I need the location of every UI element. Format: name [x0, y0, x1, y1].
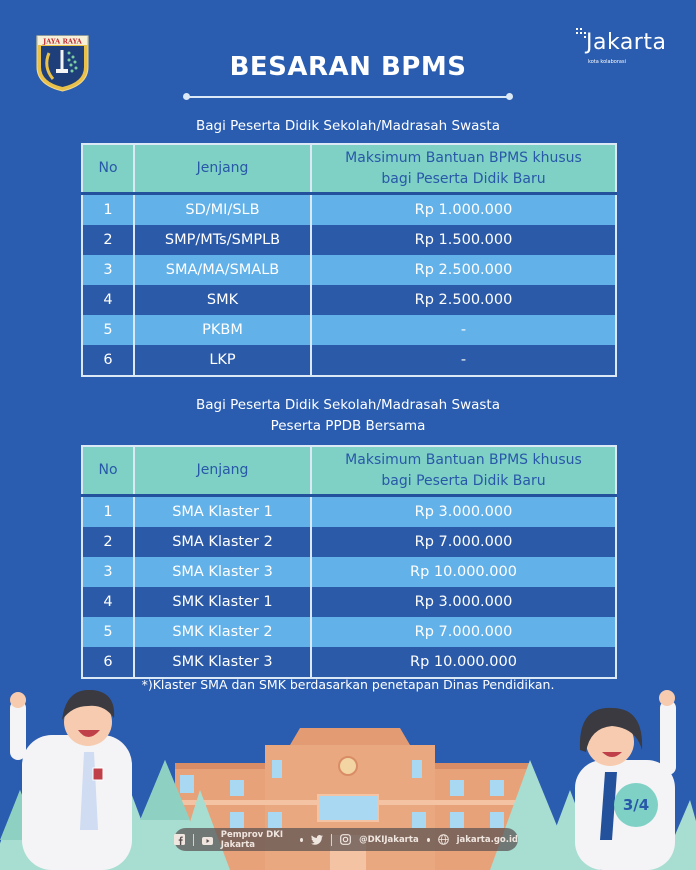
header-no: No [82, 144, 134, 194]
cell-no: 3 [82, 557, 134, 587]
header-jenjang: Jenjang [134, 144, 311, 194]
section2-subtitle: Bagi Peserta Didik Sekolah/Madrasah Swasta Peserta PPDB Bersama [196, 397, 500, 434]
cell-amount: - [311, 315, 616, 345]
cell-amount: Rp 1.500.000 [311, 225, 616, 255]
cell-no: 6 [82, 647, 134, 678]
table-row [82, 225, 616, 255]
cell-jenjang: SMP/MTs/SMPLB [134, 225, 311, 255]
twitter-instagram-handle[interactable]: @DKIJakarta [359, 834, 419, 845]
instagram-icon[interactable] [340, 834, 351, 846]
cell-no: 4 [82, 285, 134, 315]
header-amount: Maksimum Bantuan BPMS khusus bagi Peserta Didik Baru [311, 446, 616, 496]
page-title: BESARAN BPMS [229, 52, 467, 82]
cell-amount: Rp 3.000.000 [311, 587, 616, 617]
cell-jenjang: SMK [134, 285, 311, 315]
table-header-row [82, 144, 616, 194]
cell-jenjang: SMK Klaster 1 [134, 587, 311, 617]
table-row [82, 345, 616, 376]
cell-no: 3 [82, 255, 134, 285]
header-no: No [82, 446, 134, 496]
cell-no: 2 [82, 225, 134, 255]
table-row [82, 255, 616, 285]
cell-jenjang: SMK Klaster 2 [134, 617, 311, 647]
cell-jenjang: SMK Klaster 3 [134, 647, 311, 678]
header-jenjang: Jenjang [134, 446, 311, 496]
table-header-row [82, 446, 616, 496]
cell-amount: Rp 2.500.000 [311, 255, 616, 285]
table-row [82, 285, 616, 315]
student-boy-illustration [10, 690, 132, 870]
cell-no: 6 [82, 345, 134, 376]
cell-amount: Rp 1.000.000 [311, 194, 616, 226]
youtube-icon[interactable] [202, 834, 213, 846]
cell-jenjang: SD/MI/SLB [134, 194, 311, 226]
cell-jenjang: LKP [134, 345, 311, 376]
bpms-table-regular [81, 143, 617, 377]
cell-no: 2 [82, 527, 134, 557]
cell-no: 1 [82, 496, 134, 528]
cell-amount: Rp 3.000.000 [311, 496, 616, 528]
section1-subtitle: Bagi Peserta Didik Sekolah/Madrasah Swasta [196, 118, 500, 134]
table-row [82, 587, 616, 617]
header-amount: Maksimum Bantuan BPMS khusus bagi Peserta Didik Baru [311, 144, 616, 194]
cell-jenjang: SMA Klaster 3 [134, 557, 311, 587]
globe-icon[interactable] [438, 834, 449, 846]
table-row [82, 315, 616, 345]
cell-amount: Rp 10.000.000 [311, 557, 616, 587]
table-row [82, 617, 616, 647]
cell-no: 1 [82, 194, 134, 226]
jakarta-wordmark: Jakarta [586, 30, 667, 55]
facebook-icon[interactable] [174, 834, 185, 846]
table-row [82, 527, 616, 557]
svg-text:JAYA RAYA: JAYA RAYA [43, 37, 82, 46]
cell-amount: Rp 10.000.000 [311, 647, 616, 678]
cell-amount: Rp 7.000.000 [311, 527, 616, 557]
footnote: *)Klaster SMA dan SMK berdasarkan penetapan Dinas Pendidikan. [141, 677, 555, 692]
cell-no: 5 [82, 315, 134, 345]
social-media-bar [174, 828, 518, 851]
website-link[interactable]: jakarta.go.id [456, 834, 518, 845]
cell-no: 5 [82, 617, 134, 647]
title-divider [186, 96, 510, 98]
student-girl-illustration [575, 690, 676, 870]
cell-amount: - [311, 345, 616, 376]
separator-dot [300, 838, 303, 842]
table-row [82, 647, 616, 678]
separator-dot [427, 838, 430, 842]
cell-jenjang: SMA/MA/SMALB [134, 255, 311, 285]
table-row [82, 496, 616, 528]
facebook-youtube-handle[interactable]: Pemprov DKI Jakarta [220, 829, 283, 850]
bpms-table-ppdb-bersama [81, 445, 617, 679]
cell-jenjang: SMA Klaster 1 [134, 496, 311, 528]
page-indicator-badge: 3/4 [614, 783, 658, 827]
cell-jenjang: SMA Klaster 2 [134, 527, 311, 557]
table-row [82, 194, 616, 226]
jakarta-tagline: kota kolaborasi [588, 59, 626, 65]
table-row [82, 557, 616, 587]
cell-no: 4 [82, 587, 134, 617]
cell-jenjang: PKBM [134, 315, 311, 345]
cell-amount: Rp 7.000.000 [311, 617, 616, 647]
cell-amount: Rp 2.500.000 [311, 285, 616, 315]
twitter-icon[interactable] [311, 834, 323, 846]
